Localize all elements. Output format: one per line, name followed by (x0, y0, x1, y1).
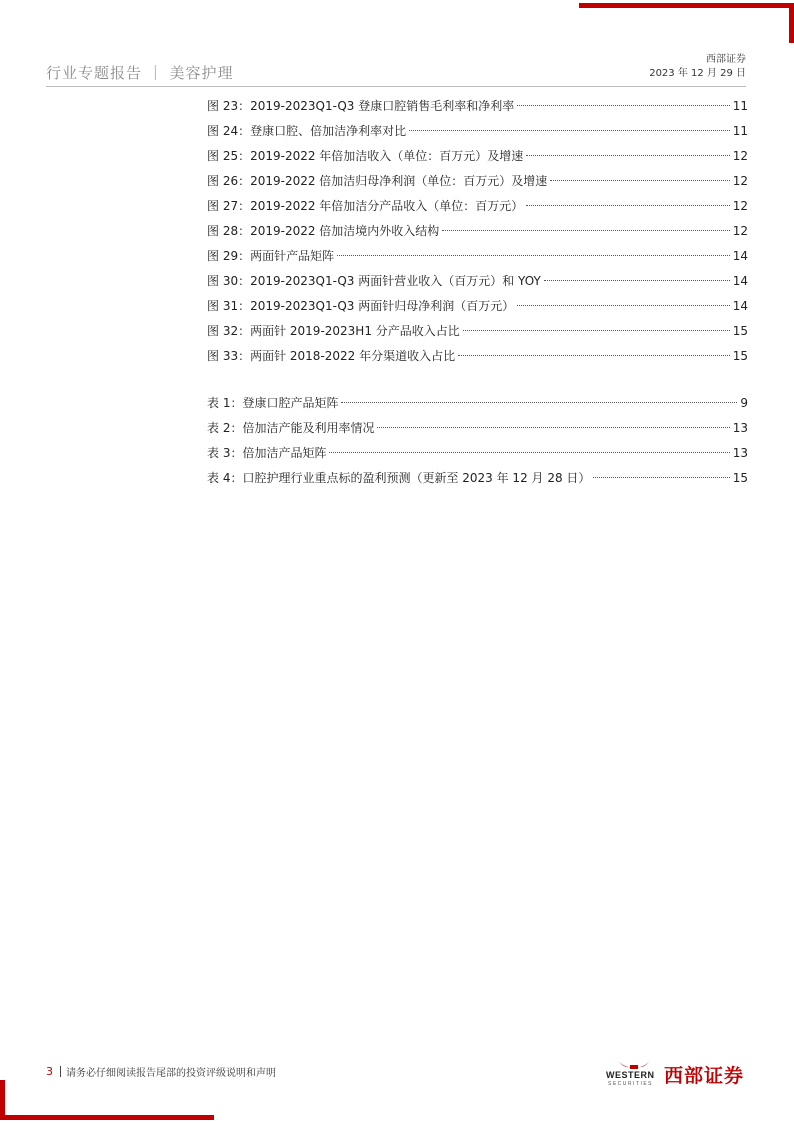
toc-dot-leader (526, 154, 729, 156)
toc-entry-page: 9 (740, 396, 748, 410)
report-section-title: 行业专题报告 ｜ 美容护理 (46, 64, 234, 82)
toc-entry-label: 表 3：倍加洁产品矩阵 (207, 446, 327, 460)
corner-decoration-top-horizontal (579, 3, 794, 8)
toc-entry-page: 14 (732, 299, 748, 313)
header-meta (649, 53, 746, 81)
toc-entry-label: 图 27：2019-2022 年倍加洁分产品收入（单位：百万元） (207, 199, 524, 213)
toc-entry-page: 15 (732, 324, 748, 338)
toc-entry-page: 11 (732, 99, 748, 113)
toc-entry-label: 图 28：2019-2022 倍加洁境内外收入结构 (207, 224, 440, 238)
page-number: 3 (46, 1065, 53, 1078)
toc-entry-label: 表 4：口腔护理行业重点标的盈利预测（更新至 2023 年 12 月 28 日） (207, 471, 591, 485)
company-logo (606, 1058, 746, 1088)
bull-horns-icon (616, 1058, 652, 1070)
toc-entry-page: 12 (732, 149, 748, 163)
toc-entry-page: 14 (732, 249, 748, 263)
figure-toc-entry[interactable] (207, 119, 748, 144)
figure-list (207, 94, 748, 369)
toc-entry-label: 表 2：倍加洁产能及利用率情况 (207, 421, 375, 435)
toc-entry-label: 图 24：登康口腔、倍加洁净利率对比 (207, 124, 407, 138)
toc-entry-page: 14 (732, 274, 748, 288)
toc-dot-leader (337, 254, 730, 256)
toc-dot-leader (409, 129, 730, 131)
toc-entry-page: 15 (732, 349, 748, 363)
figure-toc-entry[interactable] (207, 94, 748, 119)
logo-english-sub: SECURITIES (608, 1081, 654, 1087)
footer-disclaimer: 请务必仔细阅读报告尾部的投资评级说明和声明 (66, 1068, 276, 1079)
toc-entry-page: 13 (732, 446, 748, 460)
figure-toc-entry[interactable] (207, 144, 748, 169)
table-toc-entry[interactable] (207, 391, 748, 416)
toc-entry-label: 图 25：2019-2022 年倍加洁收入（单位：百万元）及增速 (207, 149, 524, 163)
footer-divider (60, 1066, 61, 1077)
toc-dot-leader (526, 204, 729, 206)
corner-decoration-top-vertical (789, 3, 794, 43)
toc-entry-page: 11 (732, 124, 748, 138)
toc-entry-page: 13 (732, 421, 748, 435)
toc-entry-page: 12 (732, 174, 748, 188)
toc-dot-leader (341, 401, 737, 403)
toc-dot-leader (329, 451, 729, 453)
figure-toc-entry[interactable] (207, 219, 748, 244)
figure-toc-entry[interactable] (207, 169, 748, 194)
corner-decoration-bottom-vertical (0, 1080, 5, 1120)
table-toc-entry[interactable] (207, 466, 748, 491)
toc-dot-leader (463, 329, 730, 331)
corner-decoration-bottom-horizontal (0, 1115, 214, 1120)
toc-dot-leader (442, 229, 729, 231)
toc-entry-label: 图 31：2019-2023Q1-Q3 两面针归母净利润（百万元） (207, 299, 515, 313)
table-list (207, 391, 748, 491)
table-toc-entry[interactable] (207, 441, 748, 466)
header-date: 2023 年 12 月 29 日 (649, 68, 746, 79)
toc-entry-label: 图 32：两面针 2019-2023H1 分产品收入占比 (207, 324, 460, 338)
toc-dot-leader (550, 179, 729, 181)
figure-toc-entry[interactable] (207, 244, 748, 269)
toc-entry-page: 12 (732, 199, 748, 213)
figure-toc-entry[interactable] (207, 294, 748, 319)
header-divider (46, 86, 746, 87)
toc-entry-label: 图 33：两面针 2018-2022 年分渠道收入占比 (207, 349, 456, 363)
toc-dot-leader (544, 279, 730, 281)
figure-toc-entry[interactable] (207, 344, 748, 369)
toc-entry-label: 图 30：2019-2023Q1-Q3 两面针营业收入（百万元）和 YOY (207, 274, 541, 288)
figure-toc-entry[interactable] (207, 319, 748, 344)
logo-english: WESTERN (606, 1070, 655, 1080)
toc-entry-label: 图 23：2019-2023Q1-Q3 登康口腔销售毛利率和净利率 (207, 99, 515, 113)
toc-dot-leader (377, 426, 729, 428)
toc-entry-label: 图 29：两面针产品矩阵 (207, 249, 335, 263)
figure-toc-entry[interactable] (207, 269, 748, 294)
toc-dot-leader (517, 104, 729, 106)
toc-entry-page: 15 (732, 471, 748, 485)
toc-entry-label: 图 26：2019-2022 倍加洁归母净利润（单位：百万元）及增速 (207, 174, 548, 188)
logo-chinese: 西部证券 (664, 1065, 745, 1087)
figure-toc-entry[interactable] (207, 194, 748, 219)
table-toc-entry[interactable] (207, 416, 748, 441)
toc-dot-leader (458, 354, 730, 356)
toc-entry-label: 表 1：登康口腔产品矩阵 (207, 396, 339, 410)
toc-dot-leader (517, 304, 729, 306)
header-company: 西部证券 (706, 54, 746, 65)
toc-dot-leader (593, 476, 729, 478)
toc-entry-page: 12 (732, 224, 748, 238)
